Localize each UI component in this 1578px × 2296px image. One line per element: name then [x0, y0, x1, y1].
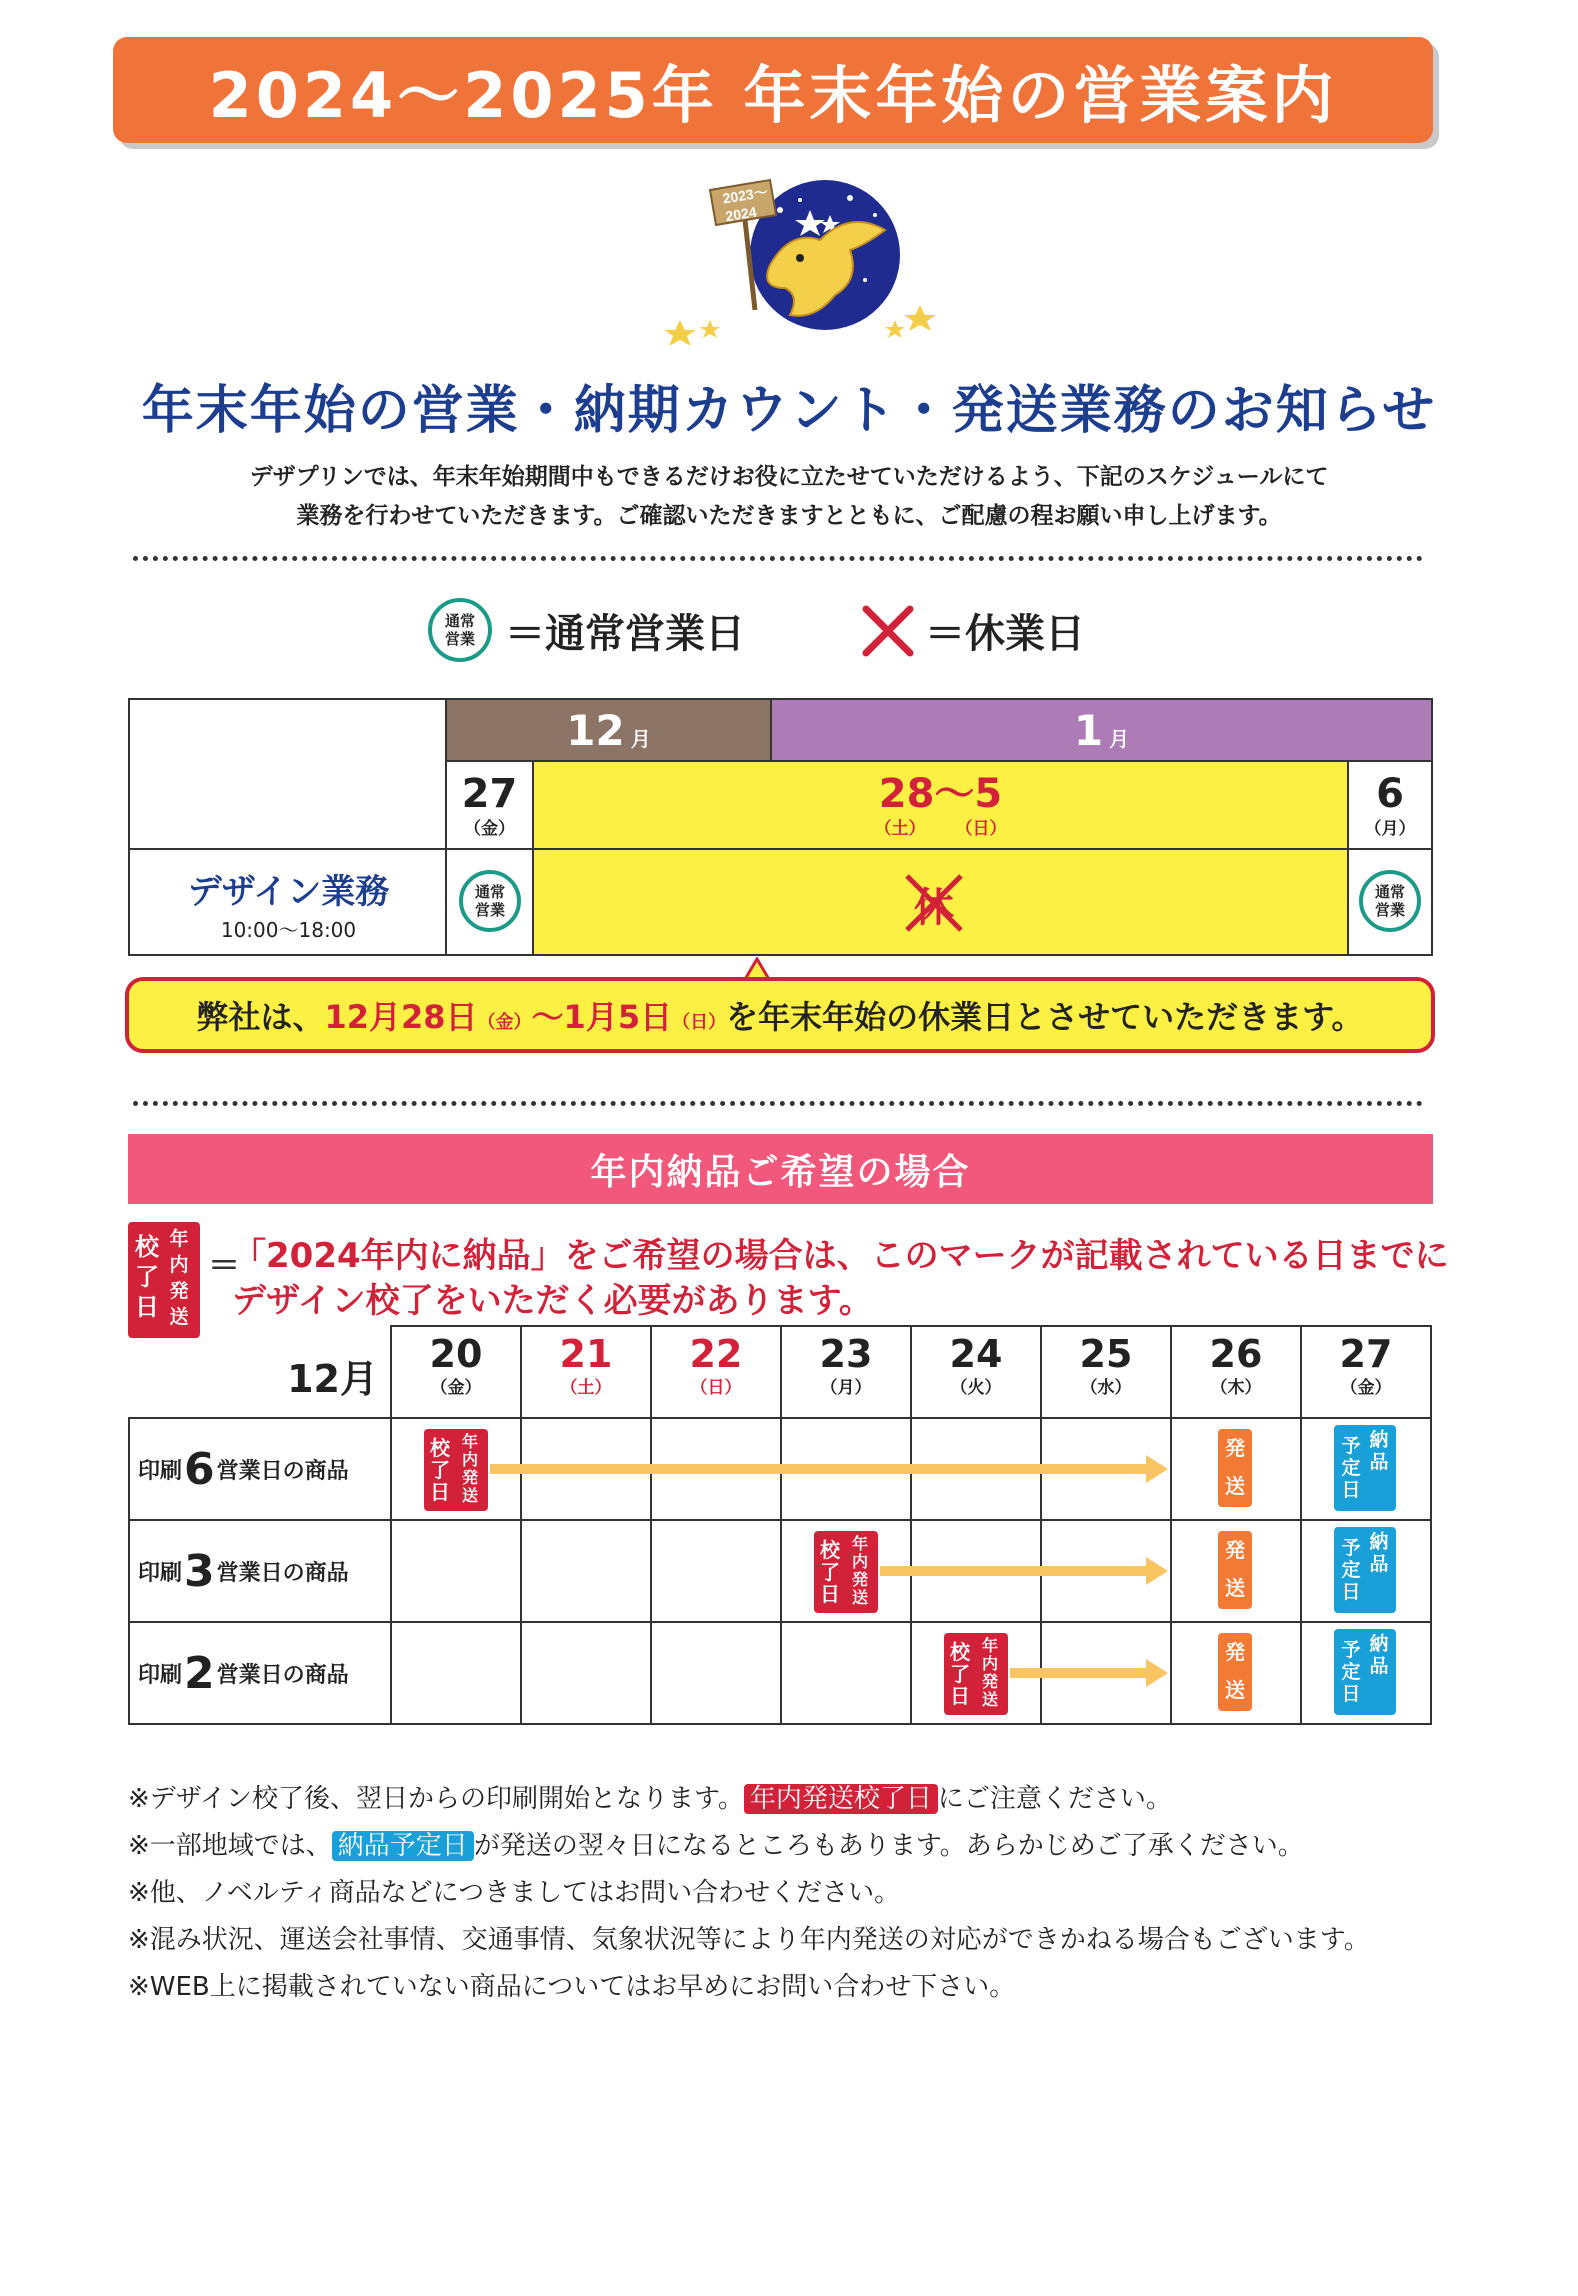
year-end-proof-mark [128, 1222, 200, 1338]
row-print-days: 3 [184, 1545, 215, 1597]
month-header-december [447, 700, 772, 762]
schedule-arrow [490, 1464, 1150, 1474]
holiday-callout [125, 977, 1435, 1053]
section-header-text: 年内納品ご希望の場合 [590, 1151, 971, 1193]
note-text: ※デザイン校了後、翌日からの印刷開始となります。 [128, 1784, 744, 1814]
callout-suffix: を年末年始の休業日とさせていただきます。 [726, 998, 1364, 1036]
schedule-arrow [1010, 1668, 1150, 1678]
mark-big-text: 校 了 日 [430, 1436, 450, 1504]
intro-line-2: 業務を行わせていただきます。ご確認いただきますとともに、ご配慮の程お願い申し上げます。 [296, 503, 1282, 529]
month-header-january [772, 700, 1431, 762]
date-range-weekdays [534, 814, 1347, 839]
note-text: にご注意ください。 [937, 1784, 1172, 1814]
day-header-25 [1040, 1325, 1172, 1419]
delivery-day-tag [1334, 1425, 1396, 1511]
legend-normal-text: ＝通常営業日 [505, 611, 745, 657]
schedule-cell [650, 1519, 782, 1623]
shipping-day-tag: 発 送 [1218, 1531, 1252, 1609]
row-prefix: 印刷 [138, 1662, 183, 1688]
callout-tilde: ～ [531, 998, 564, 1036]
day-weekday: （金） [430, 1378, 482, 1398]
schedule-cell [520, 1519, 652, 1623]
mark-equals: ＝ [208, 1246, 241, 1284]
design-cell-27 [447, 850, 534, 954]
day-number: 25 [1079, 1332, 1133, 1376]
day-weekday: （金） [1340, 1378, 1392, 1398]
day-number: 21 [559, 1332, 613, 1376]
holiday-callout-text [196, 992, 1363, 1038]
closed-char: 休 [914, 885, 954, 931]
mascot-sign-text: 2023～2024 [721, 183, 769, 225]
note-highlight-proof-day: 年内発送校了日 [744, 1784, 938, 1814]
print-days-row-label [128, 1519, 392, 1623]
note-3: ※他、ノベルティ商品などにつきましてはお問い合わせください。 [128, 1878, 901, 1908]
day-header-22 [650, 1325, 782, 1419]
note-1 [128, 1778, 1172, 1815]
callout-end-date: 1月5日 [563, 998, 673, 1036]
year-end-proof-mark [944, 1633, 1008, 1715]
subheading: 年末年始の営業・納期カウント・発送業務のお知らせ [141, 381, 1437, 441]
section-header [128, 1134, 1433, 1204]
callout-start-date: 12月28日 [324, 998, 478, 1036]
print-days-row-label [128, 1621, 392, 1725]
callout-end-weekday: （日） [672, 1012, 727, 1033]
date-cell-27 [447, 762, 534, 850]
title-banner [113, 37, 1433, 143]
row-prefix: 印刷 [138, 1458, 183, 1484]
schedule-cell [390, 1519, 522, 1623]
row-suffix: 営業日の商品 [216, 1458, 349, 1484]
day-number: 26 [1209, 1332, 1263, 1376]
normal-business-badge: 通常 営業 [459, 870, 521, 932]
day-number: 20 [429, 1332, 483, 1376]
month-unit: 月 [1109, 726, 1130, 751]
delivery-tag-right: 納 品 [1369, 1633, 1389, 1677]
arrow-head-icon [1146, 1659, 1168, 1687]
delivery-tag-right: 納 品 [1369, 1429, 1389, 1473]
rabbit-moon-icon [650, 170, 950, 345]
dotted-divider [133, 1101, 1423, 1106]
note-4: ※混み状況、運送会社事情、交通事情、気象状況等により年内発送の対応ができかねる場合もございます。 [128, 1925, 1370, 1955]
day-weekday: （土） [560, 1378, 612, 1398]
legend-closed-text: ＝休業日 [925, 611, 1085, 657]
weekday-start: （土） [874, 819, 926, 839]
note-highlight-delivery-day: 納品予定日 [332, 1831, 474, 1861]
day-weekday: （木） [1210, 1378, 1262, 1398]
mark-small-text: 年 内 発 送 [461, 1432, 478, 1505]
mark-big-text: 校 了 日 [135, 1233, 159, 1321]
delivery-tag-left: 予 定 日 [1341, 1537, 1361, 1603]
day-weekday: （日） [690, 1378, 742, 1398]
design-service-label: デザイン業務 [187, 872, 390, 912]
normal-business-badge: 通常 営業 [428, 598, 492, 662]
schedule-cell [520, 1621, 652, 1725]
cross-icon [899, 868, 969, 938]
page-title: 2024～2025年 年末年始の営業案内 [208, 58, 1338, 132]
date-range-number: 28～5 [878, 771, 1003, 817]
day-header-26 [1170, 1325, 1302, 1419]
note-5: ※WEB上に掲載されていない商品についてはお早めにお問い合わせ下さい。 [128, 1972, 1016, 2002]
day-weekday: （火） [950, 1378, 1002, 1398]
row-print-days: 6 [184, 1443, 215, 1495]
month-number: 12 [566, 705, 625, 755]
dotted-divider [133, 556, 1423, 561]
date-number: 27 [461, 771, 518, 817]
design-service-label-cell [130, 850, 447, 954]
design-service-hours: 10:00～18:00 [220, 918, 357, 942]
normal-business-badge: 通常 営業 [1359, 870, 1421, 932]
day-weekday: （水） [1080, 1378, 1132, 1398]
weekday-end: （日） [955, 819, 1007, 839]
row-print-days: 2 [184, 1647, 215, 1699]
mark-description-line-1: 「2024年内に納品」をご希望の場合は、このマークが記載されている日までに [232, 1236, 1449, 1276]
callout-start-weekday: （金） [477, 1012, 532, 1033]
day-weekday: （月） [820, 1378, 872, 1398]
design-cell-6 [1349, 850, 1431, 954]
mark-big-text: 校 了 日 [950, 1640, 970, 1708]
schedule-month-label: 12月 [287, 1357, 378, 1401]
schedule-arrow [880, 1566, 1150, 1576]
arrow-head-icon [1146, 1557, 1168, 1585]
shipping-day-tag: 発 送 [1218, 1429, 1252, 1507]
delivery-tag-left: 予 定 日 [1341, 1435, 1361, 1501]
row-suffix: 営業日の商品 [216, 1560, 349, 1586]
day-header-27 [1300, 1325, 1432, 1419]
note-text: ※一部地域では、 [128, 1831, 332, 1861]
date-number: 6 [1376, 771, 1404, 817]
design-cell-closed [534, 850, 1349, 954]
mark-small-text: 年 内 発 送 [169, 1228, 189, 1328]
day-header-24 [910, 1325, 1042, 1419]
mascot-illustration [650, 170, 950, 345]
date-cell-range [534, 762, 1349, 850]
closed-mark [899, 868, 969, 938]
mark-big-text: 校 了 日 [820, 1538, 840, 1606]
day-number: 23 [819, 1332, 873, 1376]
mark-description-line-2: デザイン校了をいただく必要があります。 [232, 1281, 873, 1321]
shipping-day-tag: 発 送 [1218, 1633, 1252, 1711]
row-prefix: 印刷 [138, 1560, 183, 1586]
delivery-day-tag [1334, 1527, 1396, 1613]
callout-prefix: 弊社は、 [196, 998, 325, 1036]
day-number: 27 [1339, 1332, 1393, 1376]
year-end-proof-mark [424, 1429, 488, 1511]
row-suffix: 営業日の商品 [216, 1662, 349, 1688]
day-number: 24 [949, 1332, 1003, 1376]
schedule-cell [390, 1621, 522, 1725]
schedule-cell [780, 1621, 912, 1725]
date-weekday: （金） [464, 819, 515, 839]
day-header-20 [390, 1325, 522, 1419]
note-2 [128, 1825, 1304, 1862]
mark-small-text: 年 内 発 送 [981, 1636, 998, 1709]
day-number: 22 [689, 1332, 743, 1376]
cross-icon [860, 603, 916, 659]
day-header-23 [780, 1325, 912, 1419]
year-end-proof-mark [814, 1531, 878, 1613]
day-header-21 [520, 1325, 652, 1419]
note-text: が発送の翌々日になるところもあります。あらかじめご了承ください。 [473, 1831, 1304, 1861]
date-weekday: （月） [1364, 819, 1416, 839]
delivery-tag-right: 納 品 [1369, 1531, 1389, 1575]
schedule-cell [650, 1621, 782, 1725]
print-days-row-label [128, 1417, 392, 1521]
delivery-tag-left: 予 定 日 [1341, 1639, 1361, 1705]
delivery-day-tag [1334, 1629, 1396, 1715]
date-cell-6 [1349, 762, 1431, 850]
table-corner-cell [130, 700, 447, 850]
month-number: 1 [1073, 705, 1104, 755]
intro-line-1: デザプリンでは、年末年始期間中もできるだけお役に立たせていただけるよう、下記のスケジュールにて [249, 464, 1329, 490]
mark-small-text: 年 内 発 送 [851, 1534, 868, 1607]
month-unit: 月 [630, 726, 651, 751]
arrow-head-icon [1146, 1455, 1168, 1483]
